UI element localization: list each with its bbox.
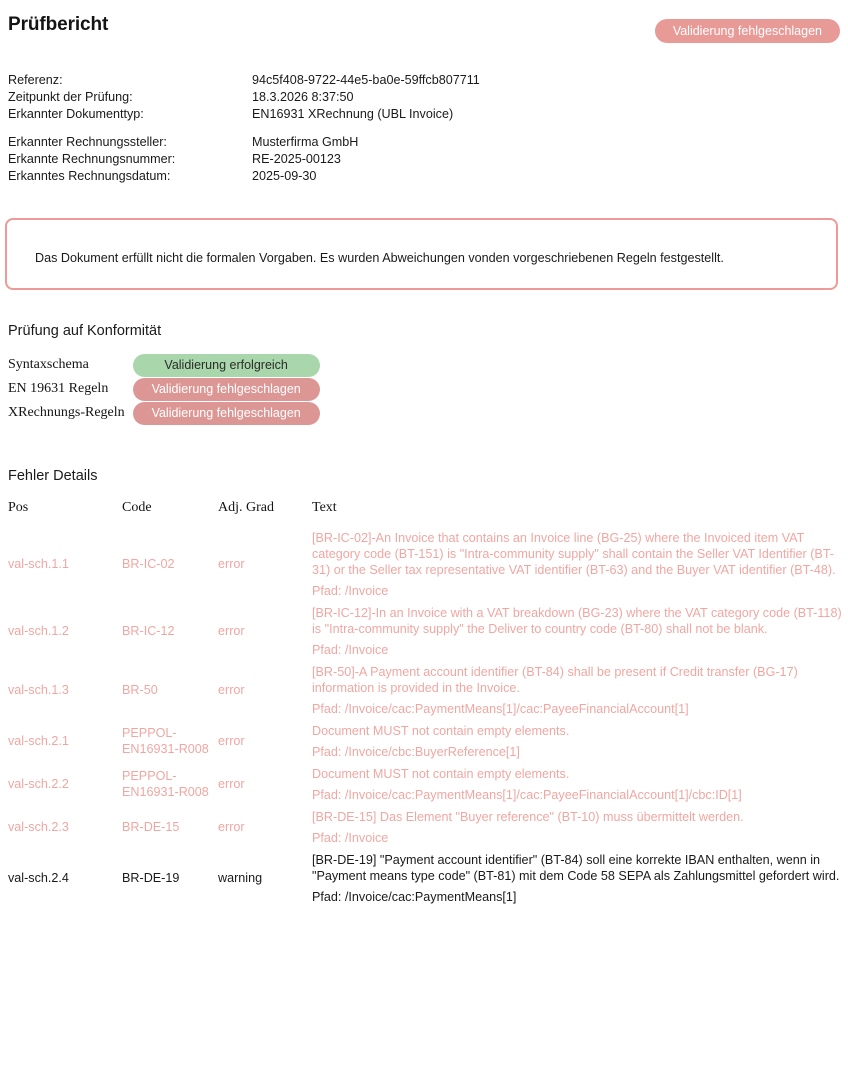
error-pos: val-sch.2.2 xyxy=(8,776,69,791)
table-row xyxy=(0,660,848,719)
error-text-cell xyxy=(312,762,848,805)
table-row xyxy=(0,848,848,907)
error-pos: val-sch.2.4 xyxy=(8,870,69,885)
error-severity: error xyxy=(218,556,245,571)
error-severity: error xyxy=(218,733,245,748)
meta-row xyxy=(8,168,480,185)
meta-row xyxy=(8,134,480,151)
error-message: Document MUST not contain empty elements. xyxy=(312,767,570,781)
conformity-table xyxy=(8,353,320,425)
error-text-cell xyxy=(312,719,848,762)
conformity-label-xrechnung: XRechnungs-Regeln xyxy=(8,405,125,420)
errors-section-heading: Fehler Details xyxy=(8,468,98,484)
meta-value-check-time: 18.3.2026 8:37:50 xyxy=(252,90,354,104)
error-code: BR-50 xyxy=(122,682,158,697)
error-message: [BR-IC-02]-An Invoice that contains an Invoice line (BG-25) where the Invoiced item VAT category code (BT-151) is "Intra-community supply" shall contain the Seller VAT Identifier (BT-31) or the Seller tax representative VAT identifier (BT-63) and the Buyer VAT identifier (BT-48). xyxy=(312,531,836,577)
error-message: Document MUST not contain empty elements. xyxy=(312,724,570,738)
error-message: [BR-DE-19] "Payment account identifier" (BT-84) soll eine korrekte IBAN enthalten, wenn in "Payment means type code" (BT-81) mit dem Code 58 SEPA als Zahlungsmittel gefordert wird. xyxy=(312,853,840,883)
meta-spacer xyxy=(8,123,480,134)
error-path: Pfad: /Invoice/cac:PaymentMeans[1] xyxy=(312,890,517,904)
conformity-section-heading: Prüfung auf Konformität xyxy=(8,323,162,339)
error-pos: val-sch.1.2 xyxy=(8,623,69,638)
table-row xyxy=(0,601,848,660)
error-severity: error xyxy=(218,682,245,697)
table-row xyxy=(8,377,320,401)
error-message: [BR-IC-12]-In an Invoice with a VAT breakdown (BG-23) where the VAT category code (BT-118) is "Intra-community supply" the Deliver to country code (BT-80) shall not be blank. xyxy=(312,606,842,636)
document-metadata xyxy=(8,72,480,185)
error-code: PEPPOL-EN16931-R008 xyxy=(122,725,209,756)
meta-label: Erkannte Rechnungsnummer: xyxy=(8,152,176,166)
table-row xyxy=(8,401,320,425)
error-severity: error xyxy=(218,819,245,834)
error-path: Pfad: /Invoice/cac:PaymentMeans[1]/cac:PayeeFinancialAccount[1]/cbc:ID[1] xyxy=(312,788,742,802)
meta-label: Zeitpunkt der Prüfung: xyxy=(8,90,133,104)
report-header xyxy=(0,0,848,56)
error-code: BR-DE-19 xyxy=(122,870,180,885)
error-message: [BR-DE-15] Das Element "Buyer reference" (BT-10) muss übermittelt werden. xyxy=(312,810,744,824)
error-details-table xyxy=(0,500,848,907)
conformity-label-syntaxschema: Syntaxschema xyxy=(8,357,89,372)
meta-label: Erkannter Rechnungssteller: xyxy=(8,135,167,149)
page-title: Prüfbericht xyxy=(8,14,109,35)
conformity-status-cell xyxy=(133,377,320,401)
validation-alert-message: Das Dokument erfüllt nicht die formalen Vorgaben. Es wurden Abweichungen vonden vorgeschriebenen Regeln festgestellt. xyxy=(35,251,724,265)
error-path: Pfad: /Invoice xyxy=(312,831,389,845)
table-row xyxy=(0,762,848,805)
table-row xyxy=(8,353,320,377)
table-header-row xyxy=(0,500,848,526)
meta-label: Erkanntes Rechnungsdatum: xyxy=(8,169,171,183)
error-pos: val-sch.2.1 xyxy=(8,733,69,748)
error-code: BR-IC-12 xyxy=(122,623,175,638)
column-header-text: Text xyxy=(312,500,337,515)
error-path: Pfad: /Invoice/cbc:BuyerReference[1] xyxy=(312,745,520,759)
meta-value-issuer: Musterfirma GmbH xyxy=(252,135,359,149)
status-badge: Validierung fehlgeschlagen xyxy=(655,19,840,43)
meta-row xyxy=(8,89,480,106)
conformity-status-cell xyxy=(133,401,320,425)
conformity-status-badge: Validierung fehlgeschlagen xyxy=(133,402,320,425)
conformity-status-badge: Validierung erfolgreich xyxy=(133,354,320,377)
error-severity: error xyxy=(218,776,245,791)
meta-value-document-type: EN16931 XRechnung (UBL Invoice) xyxy=(252,107,454,121)
error-text-cell xyxy=(312,526,848,601)
error-text-cell xyxy=(312,848,848,907)
error-pos: val-sch.1.3 xyxy=(8,682,69,697)
meta-value-invoice-number: RE-2025-00123 xyxy=(252,152,341,166)
error-path: Pfad: /Invoice xyxy=(312,584,389,598)
error-path: Pfad: /Invoice/cac:PaymentMeans[1]/cac:PayeeFinancialAccount[1] xyxy=(312,702,689,716)
column-header-grad: Adj. Grad xyxy=(218,500,274,515)
column-header-pos: Pos xyxy=(8,500,29,515)
error-message: [BR-50]-A Payment account identifier (BT-84) shall be present if Credit transfer (BG-17) information is provided in the Invoice. xyxy=(312,665,798,695)
meta-row xyxy=(8,106,480,123)
error-severity: error xyxy=(218,623,245,638)
column-header-code: Code xyxy=(122,500,152,515)
error-pos: val-sch.2.3 xyxy=(8,819,69,834)
meta-label: Referenz: xyxy=(8,73,63,87)
meta-value-reference: 94c5f408-9722-44e5-ba0e-59ffcb807711 xyxy=(252,73,480,87)
validation-alert-box xyxy=(5,218,838,290)
error-text-cell xyxy=(312,660,848,719)
meta-row xyxy=(8,72,480,89)
meta-label: Erkannter Dokumenttyp: xyxy=(8,107,144,121)
error-code: PEPPOL-EN16931-R008 xyxy=(122,768,209,799)
error-path: Pfad: /Invoice xyxy=(312,643,389,657)
error-severity: warning xyxy=(218,870,263,885)
meta-value-invoice-date: 2025-09-30 xyxy=(252,169,317,183)
table-row xyxy=(0,805,848,848)
table-row xyxy=(0,719,848,762)
error-text-cell xyxy=(312,601,848,660)
error-code: BR-IC-02 xyxy=(122,556,175,571)
conformity-status-badge: Validierung fehlgeschlagen xyxy=(133,378,320,401)
table-row xyxy=(0,526,848,601)
error-code: BR-DE-15 xyxy=(122,819,180,834)
error-pos: val-sch.1.1 xyxy=(8,556,69,571)
error-text-cell xyxy=(312,805,848,848)
conformity-label-en19631: EN 19631 Regeln xyxy=(8,381,109,396)
conformity-status-cell xyxy=(133,353,320,377)
meta-row xyxy=(8,151,480,168)
